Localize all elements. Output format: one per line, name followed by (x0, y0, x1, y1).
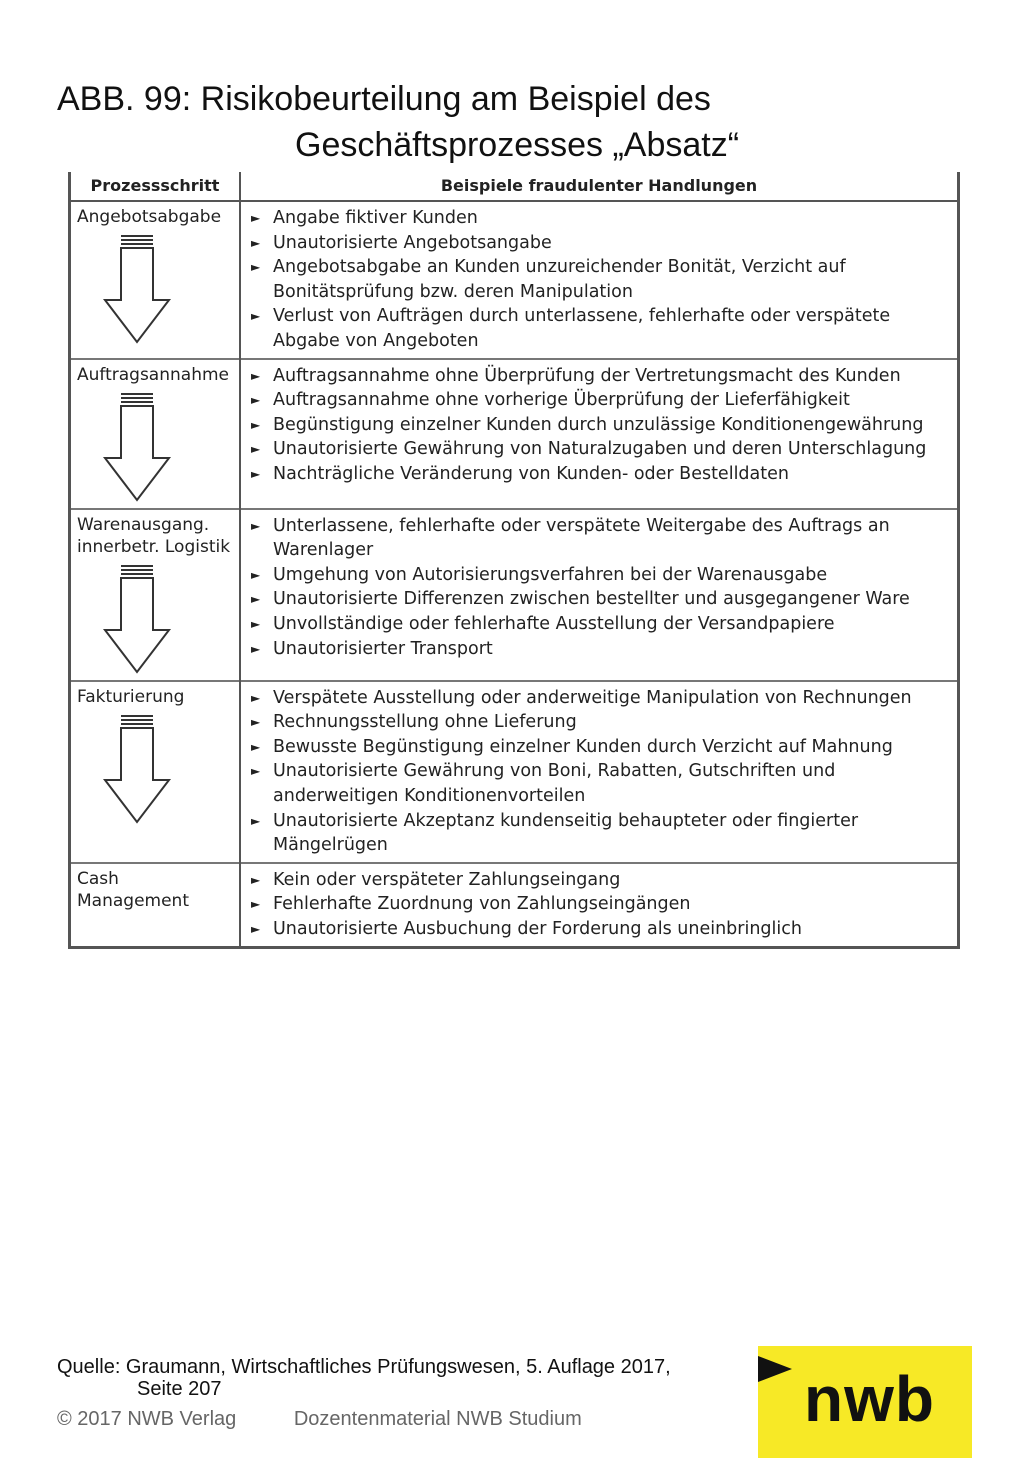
bullet-arrow-icon: ► (251, 764, 261, 779)
list-item (247, 637, 951, 662)
bullet-arrow-icon: ► (251, 641, 261, 656)
table-row (70, 201, 959, 359)
bullet-arrow-icon: ► (251, 921, 261, 936)
source-citation (57, 1356, 777, 1400)
fraud-example-text: Auftragsannahme ohne Überprüfung der Vertretungsmacht des Kunden (273, 365, 901, 386)
bullet-arrow-icon: ► (251, 872, 261, 887)
fraud-examples-list (247, 514, 951, 662)
list-item (247, 892, 951, 917)
down-arrow-icon (101, 714, 173, 826)
process-step-label: Fakturierung (77, 686, 185, 707)
table-row (70, 681, 959, 863)
fraud-example-text: Auftragsannahme ohne vorherige Überprüfung der Lieferfähigkeit (273, 390, 850, 411)
list-item (247, 710, 951, 735)
fraud-examples-cell (240, 201, 959, 359)
fraud-example-text: Fehlerhafte Zuordnung von Zahlungseingängen (273, 894, 691, 915)
fraud-example-text: Unautorisierter Transport (273, 638, 493, 659)
list-item (247, 206, 951, 231)
process-step-cell (70, 863, 241, 947)
list-item (247, 388, 951, 413)
fraud-examples-cell (240, 681, 959, 863)
bullet-arrow-icon: ► (251, 567, 261, 582)
fraud-examples-list (247, 868, 951, 942)
down-arrow-icon (101, 564, 173, 676)
fraud-example-text: Angabe fiktiver Kunden (273, 208, 478, 228)
fraud-example-text: Unautorisierte Angebotsangabe (273, 232, 552, 253)
footer-copyright: © 2017 NWB Verlag (57, 1408, 237, 1430)
fraud-examples-cell (240, 863, 959, 947)
fraud-example-text: Unautorisierte Akzeptanz kundenseitig behaupteter oder fingierter Mängelrügen (273, 810, 859, 856)
logo-text: nwb (804, 1363, 935, 1435)
fraud-examples-list (247, 364, 951, 487)
list-item (247, 231, 951, 256)
down-arrow-icon (101, 234, 173, 346)
list-item (247, 437, 951, 462)
list-item (247, 686, 951, 711)
fraud-example-text: Verspätete Ausstellung oder anderweitige Manipulation von Rechnungen (273, 687, 912, 708)
fraud-example-text: Umgehung von Autorisierungsverfahren bei der Warenausgabe (273, 564, 828, 585)
bullet-arrow-icon: ► (251, 260, 261, 275)
bullet-arrow-icon: ► (251, 690, 261, 705)
process-step-label: Cash Management (77, 868, 189, 911)
list-item (247, 587, 951, 612)
risk-table-figure (68, 172, 960, 949)
list-item (247, 304, 951, 353)
bullet-arrow-icon: ► (251, 368, 261, 383)
bullet-arrow-icon: ► (251, 466, 261, 481)
fraud-example-text: Unvollständige oder fehlerhafte Ausstellung der Versandpapiere (273, 613, 835, 634)
fraud-example-text: Rechnungsstellung ohne Lieferung (273, 712, 577, 733)
list-item (247, 917, 951, 942)
process-step-label: Auftragsannahme (77, 364, 229, 385)
fraud-example-text: Verlust von Aufträgen durch unterlassene, fehlerhafte oder verspätete Abgabe von Angeboten (273, 306, 891, 351)
fraud-example-text: Unautorisierte Gewährung von Boni, Rabatten, Gutschriften und anderweitigen Konditionenvorteilen (273, 761, 836, 806)
process-step-cell (70, 509, 241, 681)
table-row (70, 509, 959, 681)
title-line-1: ABB. 99: Risikobeurteilung am Beispiel des (57, 80, 711, 118)
fraud-example-text: Begünstigung einzelner Kunden durch unzulässige Konditionengewährung (273, 414, 924, 435)
list-item (247, 462, 951, 487)
page-title (57, 76, 817, 168)
list-item (247, 514, 951, 563)
list-item (247, 735, 951, 760)
list-item (247, 563, 951, 588)
bullet-arrow-icon: ► (251, 897, 261, 912)
list-item (247, 868, 951, 893)
bullet-arrow-icon: ► (251, 211, 261, 225)
fraud-example-text: Bewusste Begünstigung einzelner Kunden durch Verzicht auf Mahnung (273, 736, 893, 757)
fraud-example-text: Unautorisierte Ausbuchung der Forderung als uneinbringlich (273, 918, 802, 939)
list-item (247, 809, 951, 858)
fraud-example-text: Angebotsabgabe an Kunden unzureichender Bonität, Verzicht auf Bonitätsprüfung bzw. deren Manipulation (273, 257, 846, 302)
play-triangle-icon (758, 1356, 792, 1382)
bullet-arrow-icon: ► (251, 592, 261, 607)
bullet-arrow-icon: ► (251, 813, 261, 828)
down-arrow-icon (101, 392, 173, 504)
table-body (70, 201, 959, 947)
bullet-arrow-icon: ► (251, 235, 261, 250)
table-row (70, 359, 959, 509)
bullet-arrow-icon: ► (251, 442, 261, 457)
fraud-examples-cell (240, 509, 959, 681)
footer-material: Dozentenmaterial NWB Studium (293, 1408, 582, 1430)
fraud-examples-cell (240, 359, 959, 509)
fraud-example-text: Kein oder verspäteter Zahlungseingang (273, 869, 621, 890)
fraud-example-text: Unautorisierte Gewährung von Naturalzugaben und deren Unterschlagung (273, 439, 927, 460)
risk-assessment-table (68, 172, 960, 949)
process-step-cell (70, 359, 241, 509)
list-item (247, 364, 951, 389)
bullet-arrow-icon: ► (251, 393, 261, 408)
list-item (247, 413, 951, 438)
bullet-arrow-icon: ► (251, 616, 261, 631)
fraud-example-text: Unterlassene, fehlerhafte oder verspätete Weitergabe des Auftrags an Warenlager (273, 515, 890, 561)
bullet-arrow-icon: ► (251, 309, 261, 324)
process-step-label: Angebotsabgabe (77, 207, 222, 227)
process-step-cell (70, 201, 241, 359)
table-row (70, 863, 959, 947)
fraud-example-text: Unautorisierte Differenzen zwischen bestellter und ausgegangener Ware (273, 589, 910, 610)
bullet-arrow-icon: ► (251, 739, 261, 754)
fraud-example-text: Nachträgliche Veränderung von Kunden- oder Bestelldaten (273, 463, 789, 484)
process-step-label: Warenausgang. innerbetr. Logistik (77, 514, 231, 557)
source-line-2: Seite 207 (137, 1378, 222, 1400)
list-item (247, 255, 951, 304)
header-fraud-examples: Beispiele fraudulenter Handlungen (240, 172, 959, 201)
bullet-arrow-icon: ► (251, 518, 261, 533)
nwb-logo (758, 1346, 972, 1458)
process-step-cell (70, 681, 241, 863)
fraud-examples-list (247, 206, 951, 354)
table-header-row (70, 172, 959, 201)
title-line-2: Geschäftsprozesses „Absatz“ (295, 126, 740, 164)
fraud-examples-list (247, 686, 951, 858)
bullet-arrow-icon: ► (251, 417, 261, 432)
footer (57, 1408, 582, 1431)
list-item (247, 612, 951, 637)
list-item (247, 759, 951, 808)
header-process-step: Prozessschritt (70, 172, 241, 201)
source-line-1: Quelle: Graumann, Wirtschaftliches Prüfungswesen, 5. Auflage 2017, (57, 1356, 671, 1378)
bullet-arrow-icon: ► (251, 715, 261, 730)
